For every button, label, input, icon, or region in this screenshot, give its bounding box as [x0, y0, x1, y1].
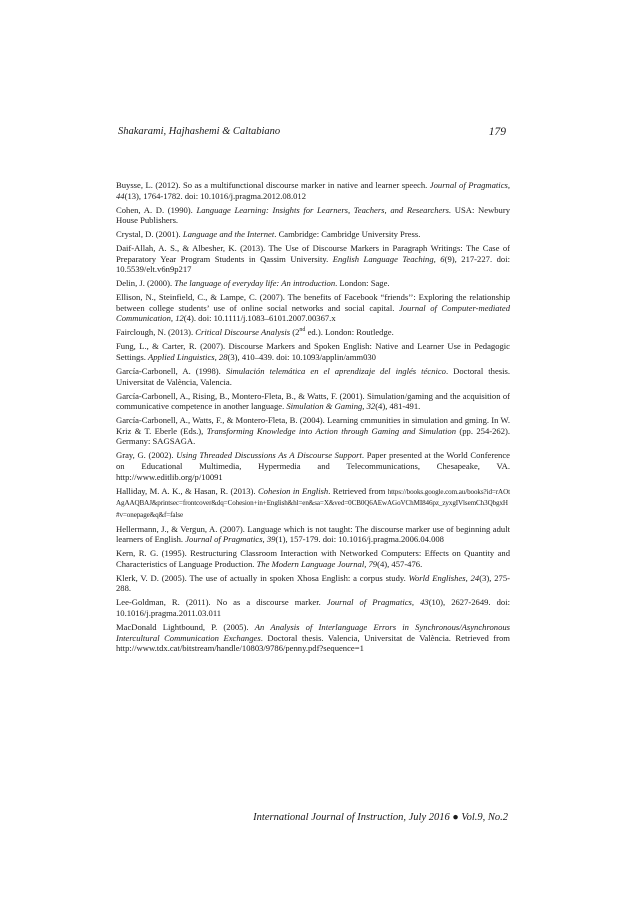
reference-text: Daif-Allah, A. S., & Albesher, K. (2013). The Use of Discourse Markers in Paragraph Writings: The Case of Preparatory Year Program Students in Qassim University.: [116, 243, 510, 264]
reference-entry: [116, 415, 510, 447]
reference-text: (1), 157-179. doi: 10.1016/j.pragma.2006.04.008: [275, 534, 444, 545]
reference-text: . London: Sage.: [335, 278, 390, 289]
reference-text: . Doctoral thesis. Valencia, Universitat de València. Retrieved from http://www.tdx.cat/bitstream/handle/10803/9786/penny.pdf?sequence=1: [116, 632, 510, 654]
reference-title: Simulación telemática en el aprendizaje del inglés técnico: [225, 366, 446, 377]
reference-text: García-Carbonell, A., Rising, B., Montero-Fleta, B., & Watts, F. (2001). Simulation/gaming and the acquisition of communicative competence in another language.: [116, 390, 510, 412]
reference-entry: [116, 573, 510, 594]
reference-title: The Modern Language Journal, 79: [256, 558, 378, 569]
reference-title: Applied Linguistics, 28: [148, 352, 228, 363]
reference-list: [116, 180, 510, 657]
running-head-authors: Shakarami, Hajhashemi & Caltabiano: [118, 126, 281, 137]
reference-title: Simulation & Gaming, 32: [286, 401, 376, 412]
reference-text: (pp. 254-262). Germany: SAGSAGA.: [116, 425, 511, 447]
reference-entry: [116, 243, 510, 275]
reference-entry: [116, 524, 510, 545]
reference-text: Klerk, V. D. (2005). The use of actually in spoken Xhosa English: a corpus study.: [116, 572, 409, 583]
reference-title: Journal of Pragmatics, 44: [116, 180, 510, 201]
reference-text: MacDonald Lightbound, P. (2005).: [116, 622, 255, 633]
reference-text: (4). doi: 10.1111/j.1083–6101.2007.00367.x: [183, 313, 336, 324]
reference-text: (3), 410–439. doi: 10.1093/applin/amm030: [227, 352, 376, 363]
reference-entry: [116, 205, 510, 226]
reference-title: English Language Teaching, 6: [332, 253, 445, 264]
reference-title: Cohesion in English: [257, 485, 329, 496]
reference-title: Journal of Pragmatics, 39: [185, 534, 276, 545]
reference-title: The language of everyday life: An introduction: [174, 278, 336, 289]
running-header: [116, 126, 506, 140]
reference-text: . Doctoral thesis. Universitat de València, Valencia.: [116, 366, 510, 387]
reference-entry: [116, 450, 510, 482]
reference-text: ed.). London: Routledge.: [305, 327, 394, 338]
reference-entry: [116, 486, 510, 521]
reference-title: Journal of Computer-mediated Communication, 12: [116, 302, 511, 324]
reference-text: . Paper presented at the World Conference on Educational Multimedia, Hypermedia and Telecommunications, Chesapeake, VA. http://www.editlib.org/p/10091: [116, 450, 510, 482]
reference-entry: [116, 278, 510, 289]
reference-title: Using Threaded Discussions As A Discourse Support: [176, 450, 362, 461]
reference-entry: [116, 391, 510, 412]
reference-text: Halliday, M. A. K., & Hasan, R. (2013).: [116, 485, 258, 496]
reference-title: Critical Discourse Analysis: [195, 327, 291, 338]
reference-text: Cohen, A. D. (1990).: [116, 204, 197, 215]
reference-text: Fung, L., & Carter, R. (2007). Discourse Markers and Spoken English: Native and Learner Use in Pedagogic Settings.: [116, 341, 510, 363]
reference-text: Fairclough, N. (2013).: [116, 327, 196, 338]
reference-entry: [116, 327, 510, 338]
reference-entry: [116, 366, 510, 387]
reference-text: García-Carbonell, A., Watts, F., & Montero-Fleta, B. (2004). Learning cmmunities in simulation and gming. In W. Kriz & T. Eberle (Eds.),: [116, 415, 510, 436]
reference-text: . Cambridge: Cambridge University Press.: [274, 229, 421, 240]
reference-text: Delin, J. (2000).: [116, 278, 175, 289]
reference-title: World Englishes, 24: [408, 572, 480, 583]
reference-title: An Analysis of Interlanguage Errors in Synchronous/Asynchronous Intercultural Communication Exchanges: [116, 622, 511, 643]
reference-text: Kern, R. G. (1995). Restructuring Classroom Interaction with Networked Computers: Effects on Quantity and Characteristics of Language Production.: [116, 548, 510, 569]
reference-text: (9), 217-227. doi: 10.5539/elt.v6n9p217: [116, 253, 510, 275]
reference-text: USA: Newbury House Publishers.: [116, 204, 510, 226]
reference-text: (3), 275-288.: [116, 572, 510, 594]
reference-title: Transforming Knowledge into Action through Gaming and Simulation: [206, 425, 457, 436]
reference-title: Language Learning: Insights for Learners, Teachers, and Researchers.: [196, 204, 452, 215]
reference-text: García-Carbonell, A. (1998).: [116, 366, 226, 377]
reference-text: Buysse, L. (2012). So as a multifunctional discourse marker in native and learner speech.: [116, 180, 430, 190]
reference-text: (13), 1764-1782. doi: 10.1016/j.pragma.2012.08.012: [124, 190, 306, 201]
reference-text: (4), 457-476.: [377, 558, 423, 569]
reference-entry: [116, 341, 510, 362]
reference-text: nd: [299, 327, 306, 334]
reference-entry: [116, 292, 510, 324]
reference-text: (4), 481-491.: [375, 401, 421, 412]
reference-text: (2: [290, 327, 300, 338]
reference-text: Crystal, D. (2001).: [116, 229, 183, 240]
reference-text: Hellermann, J., & Vergun, A. (2007). Language which is not taught: The discourse marker use of beginning adult learners of English.: [116, 523, 510, 545]
reference-text: Ellison, N., Steinfield, C., & Lampe, C. (2007). The benefits of Facebook “friends’’: Exploring the relationship between college students’ use of online social networks and social capital.: [116, 292, 510, 313]
reference-entry: [116, 622, 510, 654]
reference-entry: [116, 548, 510, 569]
reference-text: Gray, G. (2002).: [116, 450, 177, 461]
reference-entry: [116, 180, 510, 201]
page-number: 179: [488, 126, 506, 138]
reference-entry: [116, 229, 510, 240]
reference-entry: [116, 597, 510, 618]
reference-text: (10), 2627-2649. doi: 10.1016/j.pragma.2011.03.011: [116, 597, 510, 619]
reference-url[interactable]: https://books.google.com.au/books?id=rAOtAgAAQBAJ&printsec=frontcover&dq=Cohesion+in+English&hl=en&sa=X&ved=0CB0Q6AEwAGoVChMI846pz_zyxgIVlsemCh3QbgxH#v=onepage&q&f=false: [116, 487, 510, 519]
reference-title: Language and the Internet: [182, 229, 275, 240]
journal-footer: International Journal of Instruction, July 2016 ● Vol.9, No.2: [253, 812, 508, 823]
reference-text: Lee-Goldman, R. (2011). No as a discourse marker.: [116, 597, 327, 608]
reference-text: . Retrieved from: [328, 485, 388, 496]
reference-title: Journal of Pragmatics, 43: [326, 597, 429, 608]
